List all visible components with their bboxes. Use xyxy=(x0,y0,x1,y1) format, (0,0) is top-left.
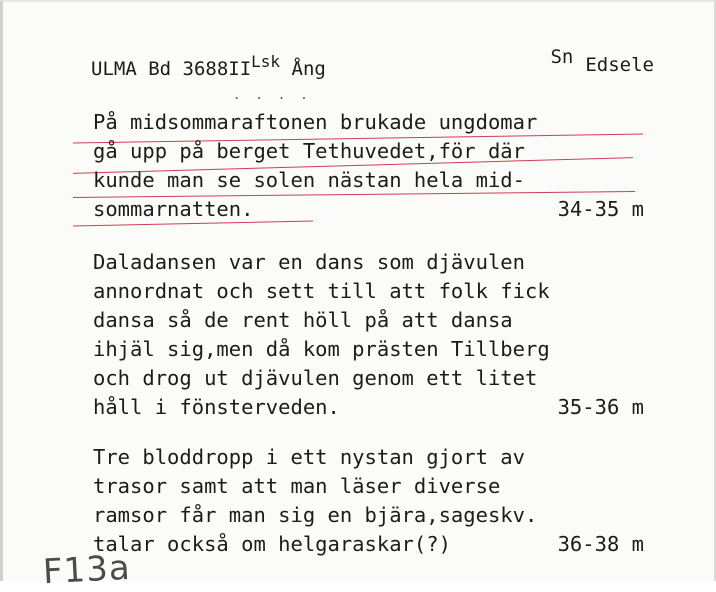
parish-name: Ång xyxy=(291,58,326,80)
archive-number: ULMA Bd 3688II xyxy=(91,58,252,80)
text-line: sommarnatten. 34-35 m xyxy=(93,195,644,224)
card-header xyxy=(91,46,654,90)
text-line: annordnat och sett till att folk fick xyxy=(93,279,550,303)
text-line: trasor samt att man läser diverse xyxy=(93,474,501,498)
text-line: gå upp på berget Tethuvedet,för där xyxy=(93,139,525,163)
archive-reference xyxy=(91,52,326,80)
paragraph-midsommar xyxy=(93,108,644,224)
section-code: Lsk xyxy=(251,52,281,71)
text-line: Tre bloddropp i ett nystan gjort av xyxy=(93,445,525,469)
text-line: På midsommaraftonen brukade ungdomar xyxy=(93,110,538,134)
page-reference: 36-38 m xyxy=(557,532,644,556)
text-line: håll i fönsterveden. 35-36 m xyxy=(93,393,644,422)
paragraph-daladansen xyxy=(93,248,644,422)
page-reference: 34-35 m xyxy=(557,197,644,221)
text-line: talar också om helgaraskar(?) 36-38 m xyxy=(93,530,644,559)
page-reference: 35-36 m xyxy=(557,395,644,419)
place-name: Edsele xyxy=(585,54,654,76)
location-label xyxy=(550,46,654,76)
text-line: Daladansen var en dans som djävulen xyxy=(93,250,525,274)
text-line: ihjäl sig,men då kom prästen Tillberg xyxy=(93,337,550,361)
classification-stamp: F13a xyxy=(42,547,132,592)
text-line: ramsor får man sig en bjära,sageskv. xyxy=(93,503,538,527)
text-line: kunde man se solen nästan hela mid- xyxy=(93,168,525,192)
paragraph-bloddropp xyxy=(93,443,644,559)
text-line: dansa så de rent höll på att dansa xyxy=(93,308,513,332)
text-line: och drog ut djävulen genom ett litet xyxy=(93,366,538,390)
sn-label: Sn xyxy=(550,46,574,68)
ellipsis-mark: . . . . xyxy=(233,88,312,102)
